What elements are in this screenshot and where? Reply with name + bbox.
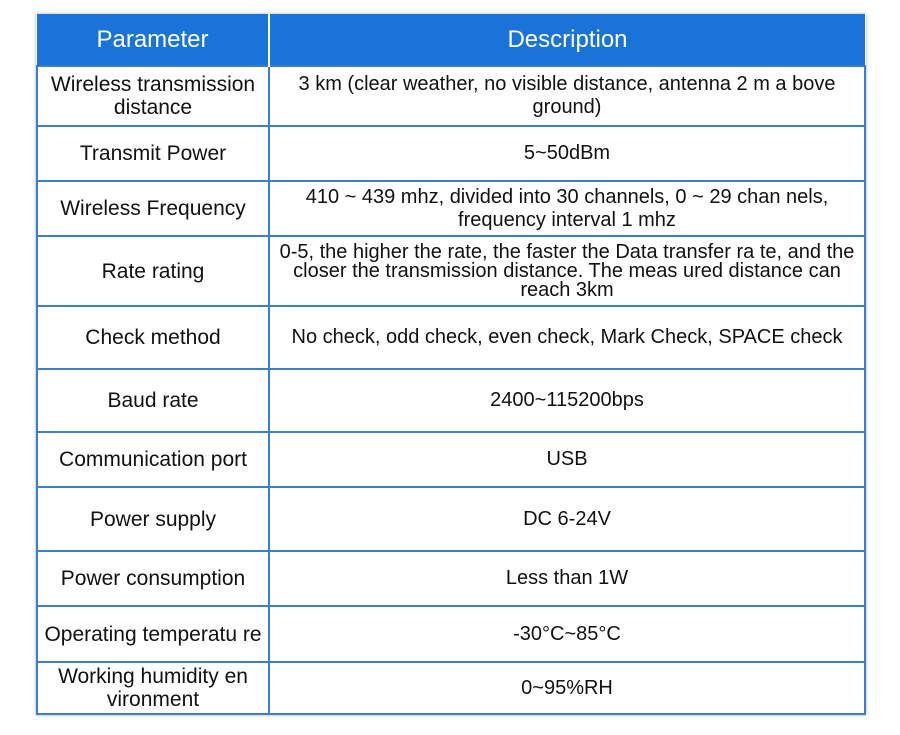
param-cell: Wireless Frequency [37,181,269,236]
param-cell: Communication port [37,432,269,487]
param-cell: Power consumption [37,551,269,606]
table-row [37,126,865,181]
desc-cell: 0~95%RH [269,662,865,714]
desc-cell: 5~50dBm [269,126,865,181]
table-row [37,432,865,487]
spec-table [36,14,866,715]
param-cell: Wireless transmission distance [37,66,269,126]
table-row [37,369,865,432]
desc-cell: DC 6-24V [269,487,865,551]
table-row [37,306,865,369]
table-row [37,66,865,126]
desc-cell: 2400~115200bps [269,369,865,432]
param-cell: Rate rating [37,236,269,306]
desc-cell: 3 km (clear weather, no visible distance, antenna 2 m a bove ground) [269,66,865,126]
param-cell: Operating temperatu re [37,606,269,662]
desc-cell: -30°C~85°C [269,606,865,662]
param-cell: Transmit Power [37,126,269,181]
header-parameter: Parameter [37,14,269,66]
table-row [37,181,865,236]
table-row [37,551,865,606]
desc-cell: 0-5, the higher the rate, the faster the Data transfer ra te, and the closer the transmission distance. The meas ured distance can reach 3km [269,236,865,306]
desc-cell: Less than 1W [269,551,865,606]
param-cell: Power supply [37,487,269,551]
desc-cell: No check, odd check, even check, Mark Check, SPACE check [269,306,865,369]
header-description: Description [269,14,865,66]
desc-cell: 410 ~ 439 mhz, divided into 30 channels, 0 ~ 29 chan nels, frequency interval 1 mhz [269,181,865,236]
table-row [37,487,865,551]
param-cell: Check method [37,306,269,369]
param-cell: Working humidity en vironment [37,662,269,714]
param-cell: Baud rate [37,369,269,432]
table-row [37,236,865,306]
table-row [37,662,865,714]
table-row [37,606,865,662]
header-row [37,14,865,66]
desc-cell: USB [269,432,865,487]
